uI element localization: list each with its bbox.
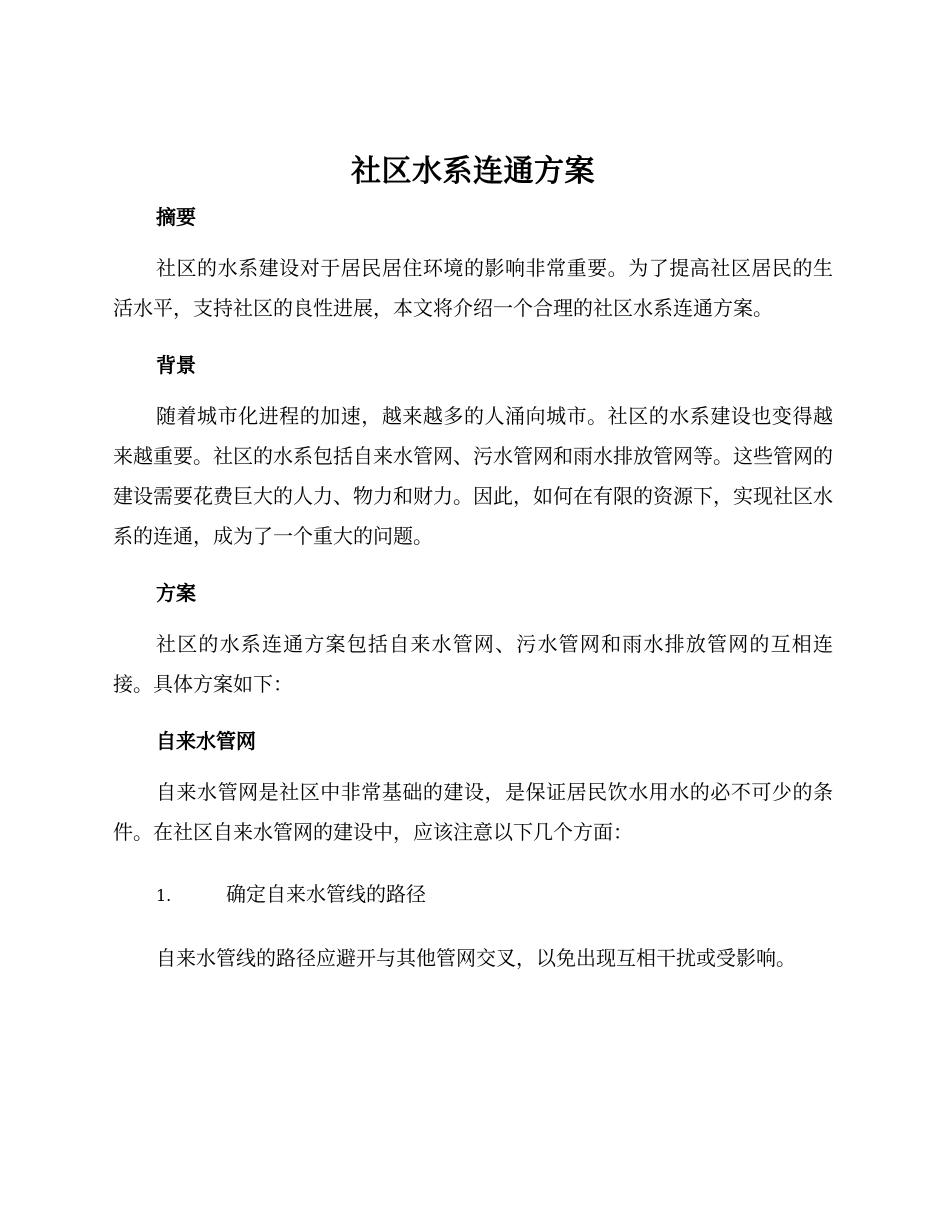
spacer (113, 916, 833, 938)
spacer (113, 852, 833, 874)
list-item-number: 1. (156, 886, 172, 905)
section-heading-abstract: 摘要 (156, 205, 196, 229)
spacer (113, 608, 833, 624)
section-heading-water-supply: 自来水管网 (156, 729, 256, 753)
abstract-paragraph: 社区的水系建设对于居民居住环境的影响非常重要。为了提高社区居民的生活水平，支持社区的良性进展，本文将介绍一个合理的社区水系连通方案。 (113, 256, 833, 320)
section-heading-background: 背景 (156, 353, 196, 377)
plan-paragraph: 社区的水系连通方案包括自来水管网、污水管网和雨水排放管网的互相连接。具体方案如下： (113, 632, 833, 696)
spacer (113, 232, 833, 248)
spacer (113, 556, 833, 578)
spacer (113, 380, 833, 396)
spacer (113, 756, 833, 772)
spacer (113, 328, 833, 350)
background-paragraph: 随着城市化进程的加速，越来越多的人涌向城市。社区的水系建设也变得越来越重要。社区的水系包括自来水管网、污水管网和雨水排放管网等。这些管网的建设需要花费巨大的人力、物力和财力。因此，如何在有限的资源下，实现社区水系的连通，成为了一个重大的问题。 (113, 404, 833, 548)
section-heading-plan: 方案 (156, 581, 196, 605)
list-item-label: 确定自来水管线的路径 (226, 882, 426, 906)
list-item (113, 874, 833, 916)
document-title: 社区水系连通方案 (351, 154, 595, 189)
document-body (113, 146, 833, 978)
spacer (113, 704, 833, 726)
list-item-detail: 自来水管线的路径应避开与其他管网交叉，以免出现互相干扰或受影响。 (156, 946, 796, 970)
water-supply-paragraph: 自来水管网是社区中非常基础的建设，是保证居民饮水用水的必不可少的条件。在社区自来水管网的建设中，应该注意以下几个方面： (113, 780, 833, 844)
